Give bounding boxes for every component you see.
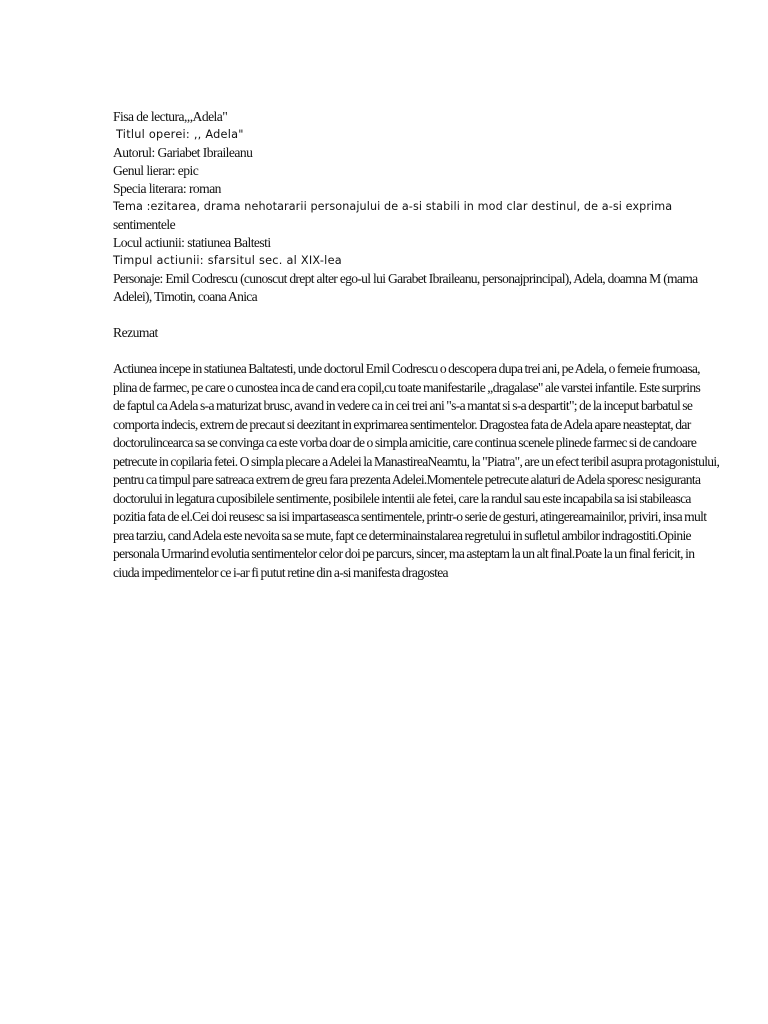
literary-species-line: Specia literara: roman bbox=[113, 181, 221, 196]
summary-paragraph bbox=[113, 360, 720, 582]
summary-line: comporta indecis, extrem de precaut si deezitant in exprimarea sentimentelor. Dragostea fata de Adela apare neasteptat, dar bbox=[113, 416, 691, 432]
time-line: Timpul actiunii: sfarsitul sec. al XIX-lea bbox=[113, 254, 342, 267]
summary-line: de faptul ca Adela s-a maturizat brusc, avand in vedere ca in cei trei ani "s-a mantat si s-a despartit"; de la inceput barbatul se bbox=[113, 398, 693, 413]
genre-line: Genul lierar: epic bbox=[113, 163, 199, 178]
theme-line-continued: sentimentele bbox=[113, 217, 176, 232]
summary-line: doctorulincearca sa se convinga ca este vorba doar de o simpla amicitie, care continua scenele plinede farmec si de candoare bbox=[113, 435, 697, 450]
document-body bbox=[113, 108, 720, 582]
summary-line: personala Urmarind evolutia sentimentelor celor doi pe parcurs, sincer, ma asteptam la un alt final.Poate la un final fericit, in bbox=[113, 546, 695, 561]
location-line: Locul actiunii: statiunea Baltesti bbox=[113, 235, 271, 250]
characters-line: Personaje: Emil Codrescu (cunoscut drept alter ego-ul lui Garabet Ibraileanu, personajprincipal), Adela, doamna M (mama bbox=[113, 271, 698, 286]
summary-line: plina de farmec, pe care o cunostea inca de cand era copil,cu toate manifestarile ,,dragalase" ale varstei infantile. Este surprins bbox=[113, 379, 701, 395]
author-line: Autorul: Gariabet Ibraileanu bbox=[113, 145, 253, 160]
summary-line: Actiunea incepe in statiunea Baltatesti, unde doctorul Emil Codrescu o descopera dupa trei ani, pe Adela, o femeie frumoasa, bbox=[113, 361, 700, 376]
title-line: Fisa de lectura,,,Adela" bbox=[113, 109, 228, 124]
summary-heading: Rezumat bbox=[113, 325, 158, 340]
summary-line: pozitia fata de el.Cei doi reusesc sa isi impartaseasca sentimentele, printr-o serie de gesturi, atingereamainilor, priviri, insa mult bbox=[113, 509, 707, 524]
work-title-line: Titlul operei: ,, Adela" bbox=[116, 128, 244, 141]
summary-line: pentru ca timpul pare satreaca extrem de greu fara prezenta Adelei.Momentele petrecute alaturi de Adela sporesc nesiguranta bbox=[113, 472, 701, 487]
theme-line: Tema :ezitarea, drama nehotararii personajului de a-si stabili in mod clar destinul, de a-si exprima bbox=[113, 200, 673, 213]
summary-line: prea tarziu, cand Adela este nevoita sa se mute, fapt ce determinainstalarea regretului in sufletul ambilor indragostiti.Opinie bbox=[113, 527, 691, 543]
summary-line: doctorului in legatura cuposibilele sentimente, posibilele intentii ale fetei, care la randul sau este incapabila sa isi stabileasca bbox=[113, 490, 691, 506]
summary-line: petrecute in copilaria fetei. O simpla plecare a Adelei la ManastireaNeamtu, la "Piatra", are un efect teribil asupra protagonistului, bbox=[113, 453, 720, 469]
summary-line: ciuda impedimentelor ce i-ar fi putut retine din a-si manifesta dragostea bbox=[113, 564, 448, 580]
characters-line-continued: Adelei), Timotin, coana Anica bbox=[113, 289, 257, 304]
